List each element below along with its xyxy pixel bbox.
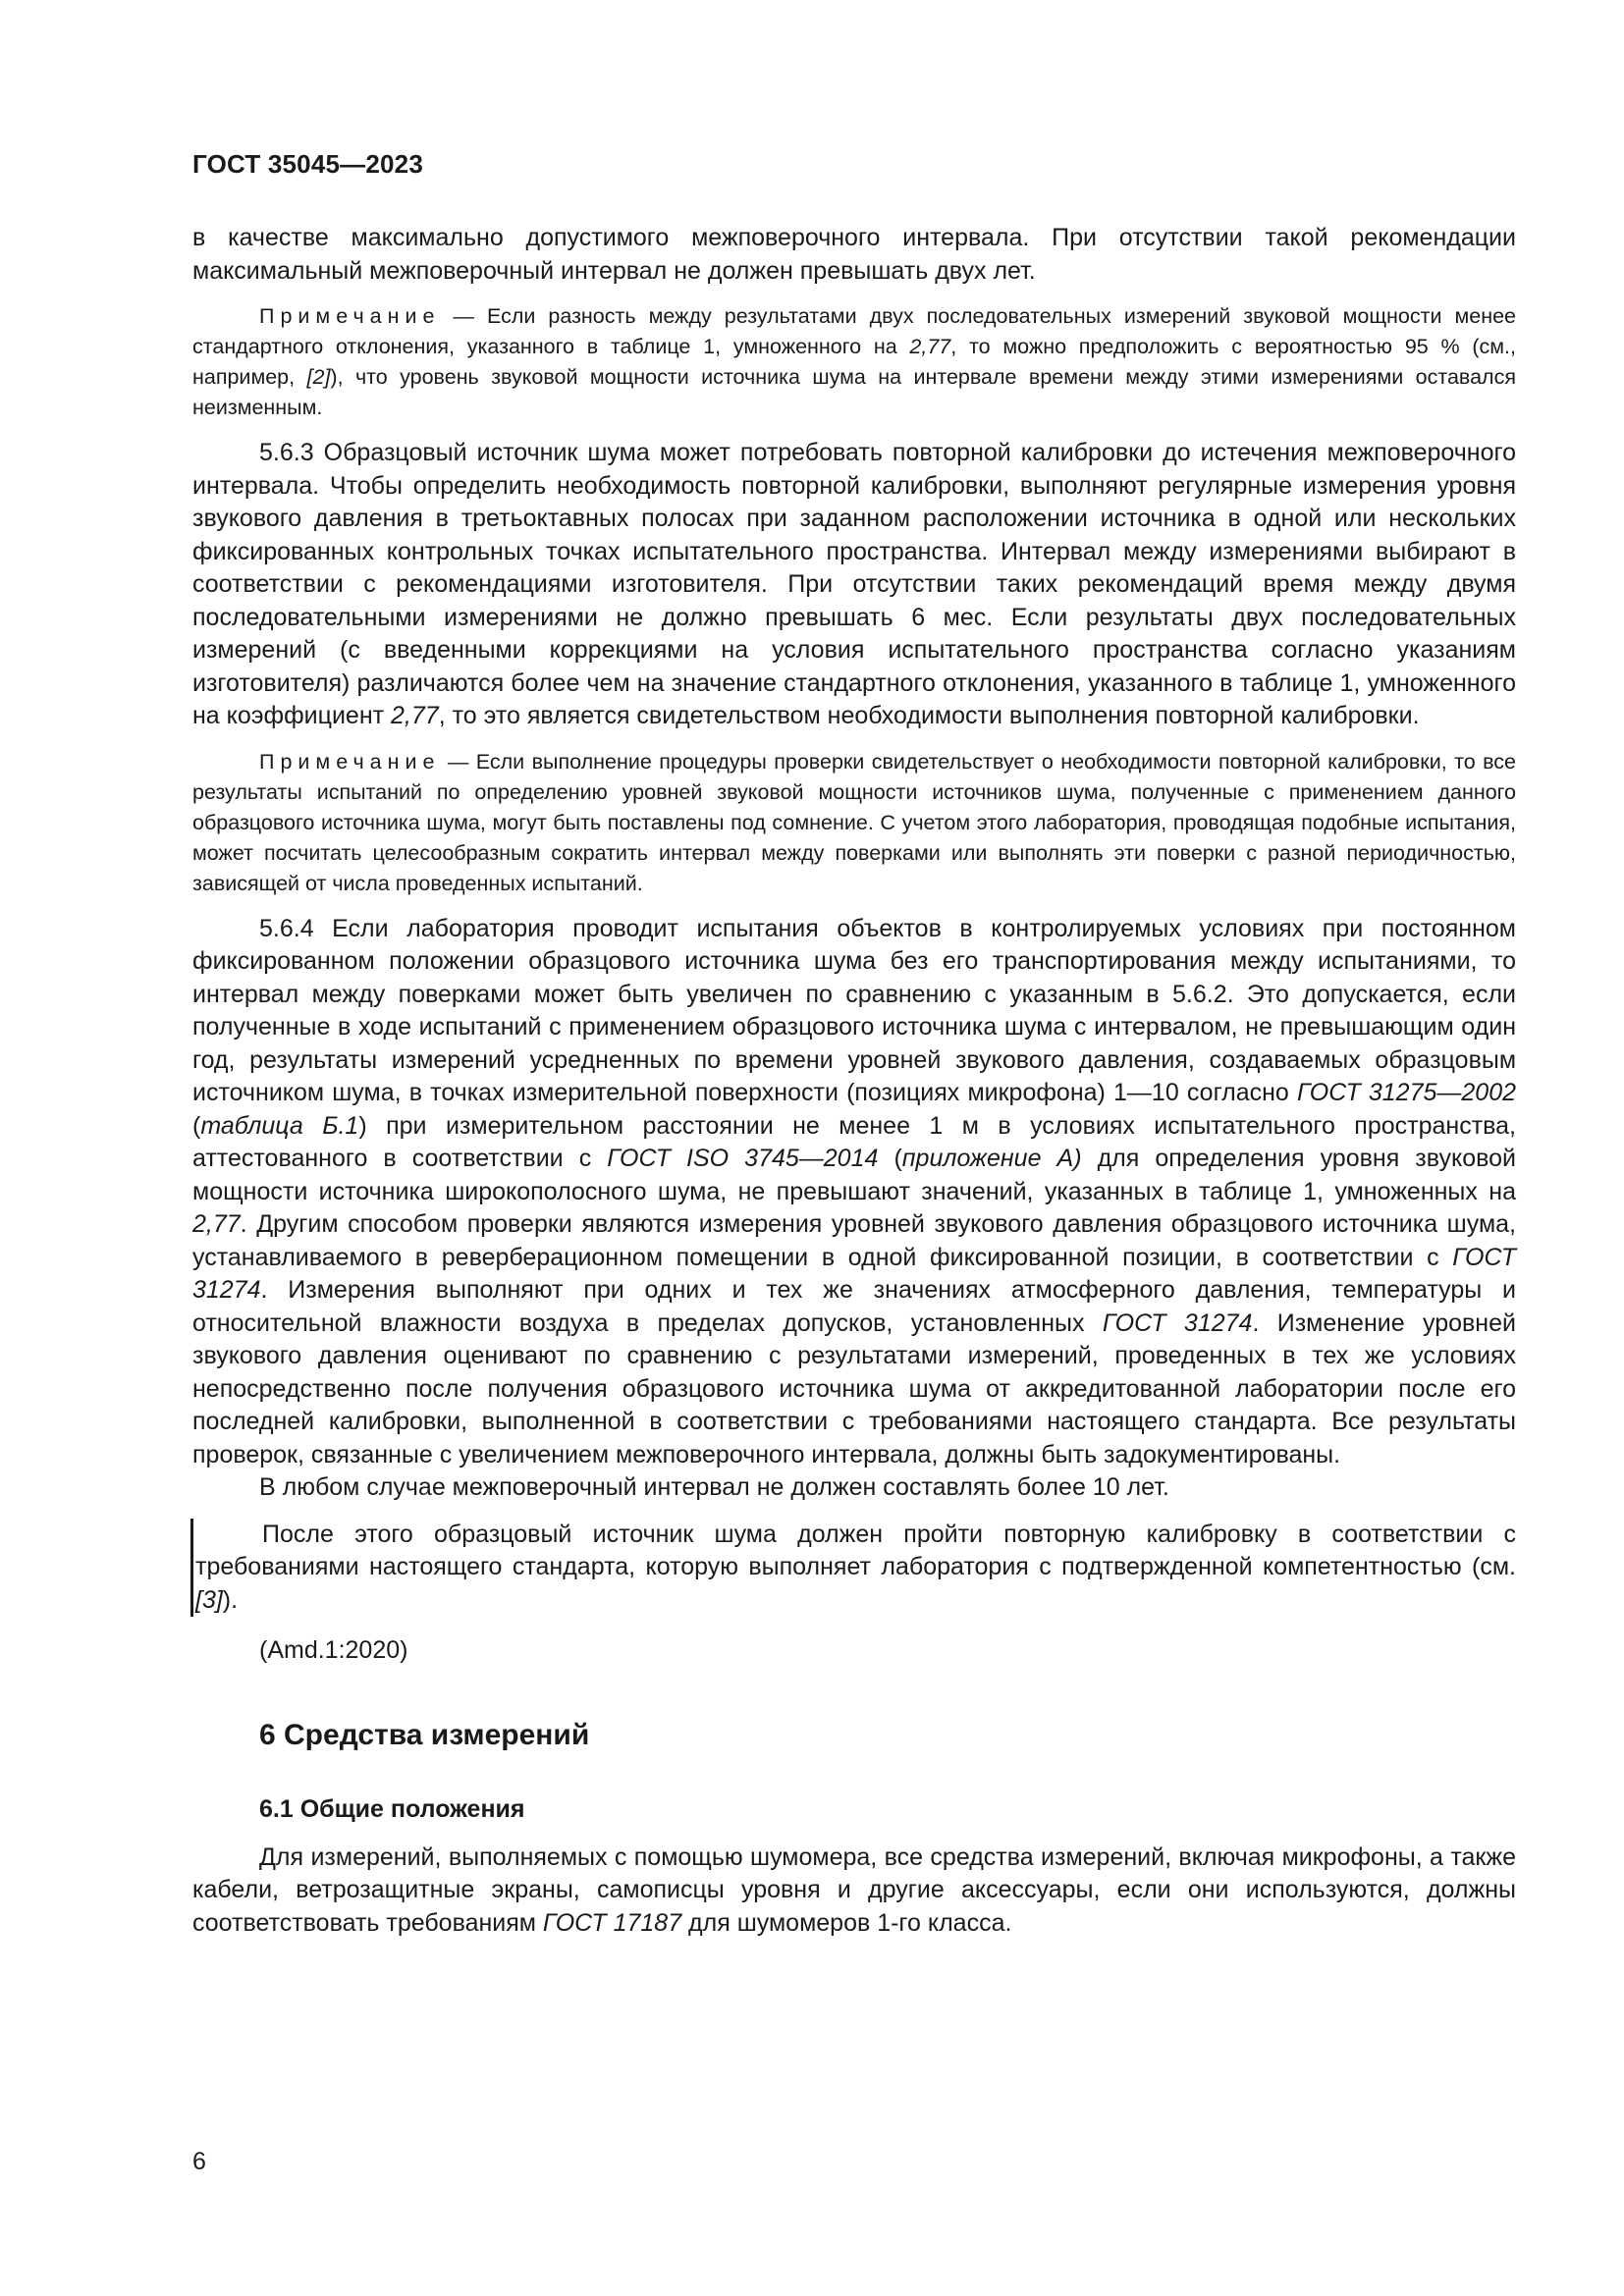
note-1 [192, 301, 1516, 423]
document-header: ГОСТ 35045—2023 [192, 149, 423, 179]
note-italic: 2,77 [909, 335, 951, 358]
clause-text: для определения уровня звуковой мощности источника широкополосного шума, не превышают значений, указанных в таблице 1, умноженных на [192, 1145, 1516, 1205]
amended-text: После этого образцовый источник шума должен пройти повторную калибровку в соответствии с требованиями настоящего стандарта, которую выполняет лаборатория с подтвержденной компетентностью (см. [195, 1520, 1516, 1580]
note-text: — Если выполнение процедуры проверки свидетельствует о необходимости повторной калибровки, то все результаты испытаний по определению уровней звуковой мощности источников шума, полученные с применением данного образцового источника шума, могут быть поставлены под сомнение. С учетом этого лаборатория, проводящая подобные испытания, может посчитать целесообразным сократить интервал между поверками или выполнять эти поверки с разной периодичностью, зависящей от числа проведенных испытаний. [192, 749, 1516, 895]
clause-text: ) при измерительном расстоянии не менее 1 м в условиях испытательного пространства, аттестованного в соответствии с [192, 1111, 1516, 1172]
clause-text: . Измерения выполняют при одних и тех же значениях атмосферного давления, температуры и относительной влажности воздуха в пределах допусков, установленных [192, 1276, 1516, 1337]
note-2 [192, 747, 1516, 899]
note-label: Примечание [259, 304, 441, 328]
bibliography-reference: [3] [195, 1585, 223, 1614]
clause-text: 5.6.3 Образцовый источник шума может потребовать повторной калибровки до истечения межповерочного интервала. Чтобы определить необходимость повторной калибровки, выполняют регулярные измерения уровня звукового давления в третьоктавных полосах при заданном расположении источника в одной или нескольких фиксированных контрольных точках испытательного пространства. Интервал между измерениями выбирают в соответствии с рекомендациями изготовителя. При отсутствии таких рекомендаций время между двумя последовательными измерениями не должно превышать 6 мес. Если результаты двух последовательных измерений (с введенными коррекциями на условия испытательного пространства согласно указаниям изготовителя) различаются более чем на значение стандартного отклонения, указанного в таблице 1, умноженного на коэффициент [192, 439, 1516, 729]
note-label: Примечание [259, 749, 441, 774]
clause-text: для шумомеров 1-го класса. [681, 1908, 1012, 1937]
clause-text: , то это является свидетельством необходимости выполнения повторной калибровки. [438, 702, 1420, 729]
paragraph-amended [193, 1519, 1516, 1618]
document-body [192, 222, 1516, 1940]
amended-text: ). [222, 1585, 239, 1614]
standard-reference: ГОСТ ISO 3745—2014 [607, 1145, 879, 1172]
clause-text: . Другим способом проверки являются измерения уровней звукового давления образцового источника шума, устанавливаемого в реверберационном помещении в одной фиксированной позиции, в соответствии с [192, 1210, 1516, 1271]
clause-text: 5.6.4 Если лаборатория проводит испытания объектов в контролируемых условиях при постоянном фиксированном положении образцового источника шума без его транспортирования между испытаниями, то интервал между поверками может быть увеличен по сравнению с указанным в 5.6.2. Это допускается, если полученные в ходе испытаний с применением образцового источника шума с интервалом, не превышающим один год, результаты измерений усредненных по времени уровней звукового давления, создаваемых образцовым источником шума, в точках измерительной поверхности (позициях микрофона) 1—10 согласно [192, 914, 1516, 1106]
clause-text: ( [878, 1145, 902, 1172]
note-text: — Если разность между результатами двух последовательных измерений звуковой мощности менее стандартного отклонения, указанного в таблице 1, умноженного на [192, 304, 1516, 358]
clause-text: . Изменение уровней звукового давления оценивают по сравнению с результатами измерений, проведенных в тех же условиях непосредственно после получения образцового источника шума от аккредитованной лаборатории после его последней калибровки, выполненной в соответствии с требованиями настоящего стандарта. Все результаты проверок, связанные с увеличением межповерочного интервала, должны быть задокументированы. [192, 1308, 1516, 1468]
clause-5-6-3 [192, 437, 1516, 733]
table-reference: таблица Б.1 [200, 1111, 359, 1140]
clause-italic: 2,77 [192, 1210, 241, 1238]
clause-5-6-4 [192, 913, 1516, 1472]
clause-text: Для измерений, выполняемых с помощью шумомера, все средства измерений, включая микрофоны, а также кабели, ветрозащитные экраны, самописцы уровня и другие аксессуары, если они используются, должны соответствовать требованиям [192, 1842, 1516, 1937]
standard-reference: ГОСТ 31275—2002 [1297, 1079, 1516, 1106]
note-text: ), что уровень звуковой мощности источника шума на интервале времени между этими измерениями оставался неизменным. [192, 365, 1516, 419]
annex-reference: приложение А) [901, 1145, 1082, 1172]
page-number: 6 [192, 2148, 206, 2175]
note-text: , то можно предположить с вероятностью 95 % (см., например, [192, 335, 1517, 389]
paragraph-limit: В любом случае межповерочный интервал не должен составлять более 10 лет. [259, 1473, 1169, 1501]
clause-text: ( [192, 1111, 201, 1140]
clause-italic: 2,77 [391, 702, 439, 729]
section-6-1-heading: 6.1 Общие положения [259, 1794, 525, 1823]
standard-reference: ГОСТ 31274 [1102, 1308, 1253, 1337]
standard-reference: ГОСТ 31274 [192, 1243, 1516, 1304]
clause-6-1 [192, 1842, 1516, 1941]
standard-reference: ГОСТ 17187 [542, 1908, 682, 1937]
amendment-block [190, 1519, 1516, 1618]
section-6-heading: 6 Средства измерений [259, 1718, 590, 1751]
paragraph-continuation: в качестве максимально допустимого межповерочного интервала. При отсутствии такой рекомендации максимальный межповерочный интервал не должен превышать двух лет. [192, 224, 1516, 285]
amendment-reference: (Amd.1:2020) [259, 1636, 408, 1664]
note-reference: [2] [306, 365, 331, 389]
